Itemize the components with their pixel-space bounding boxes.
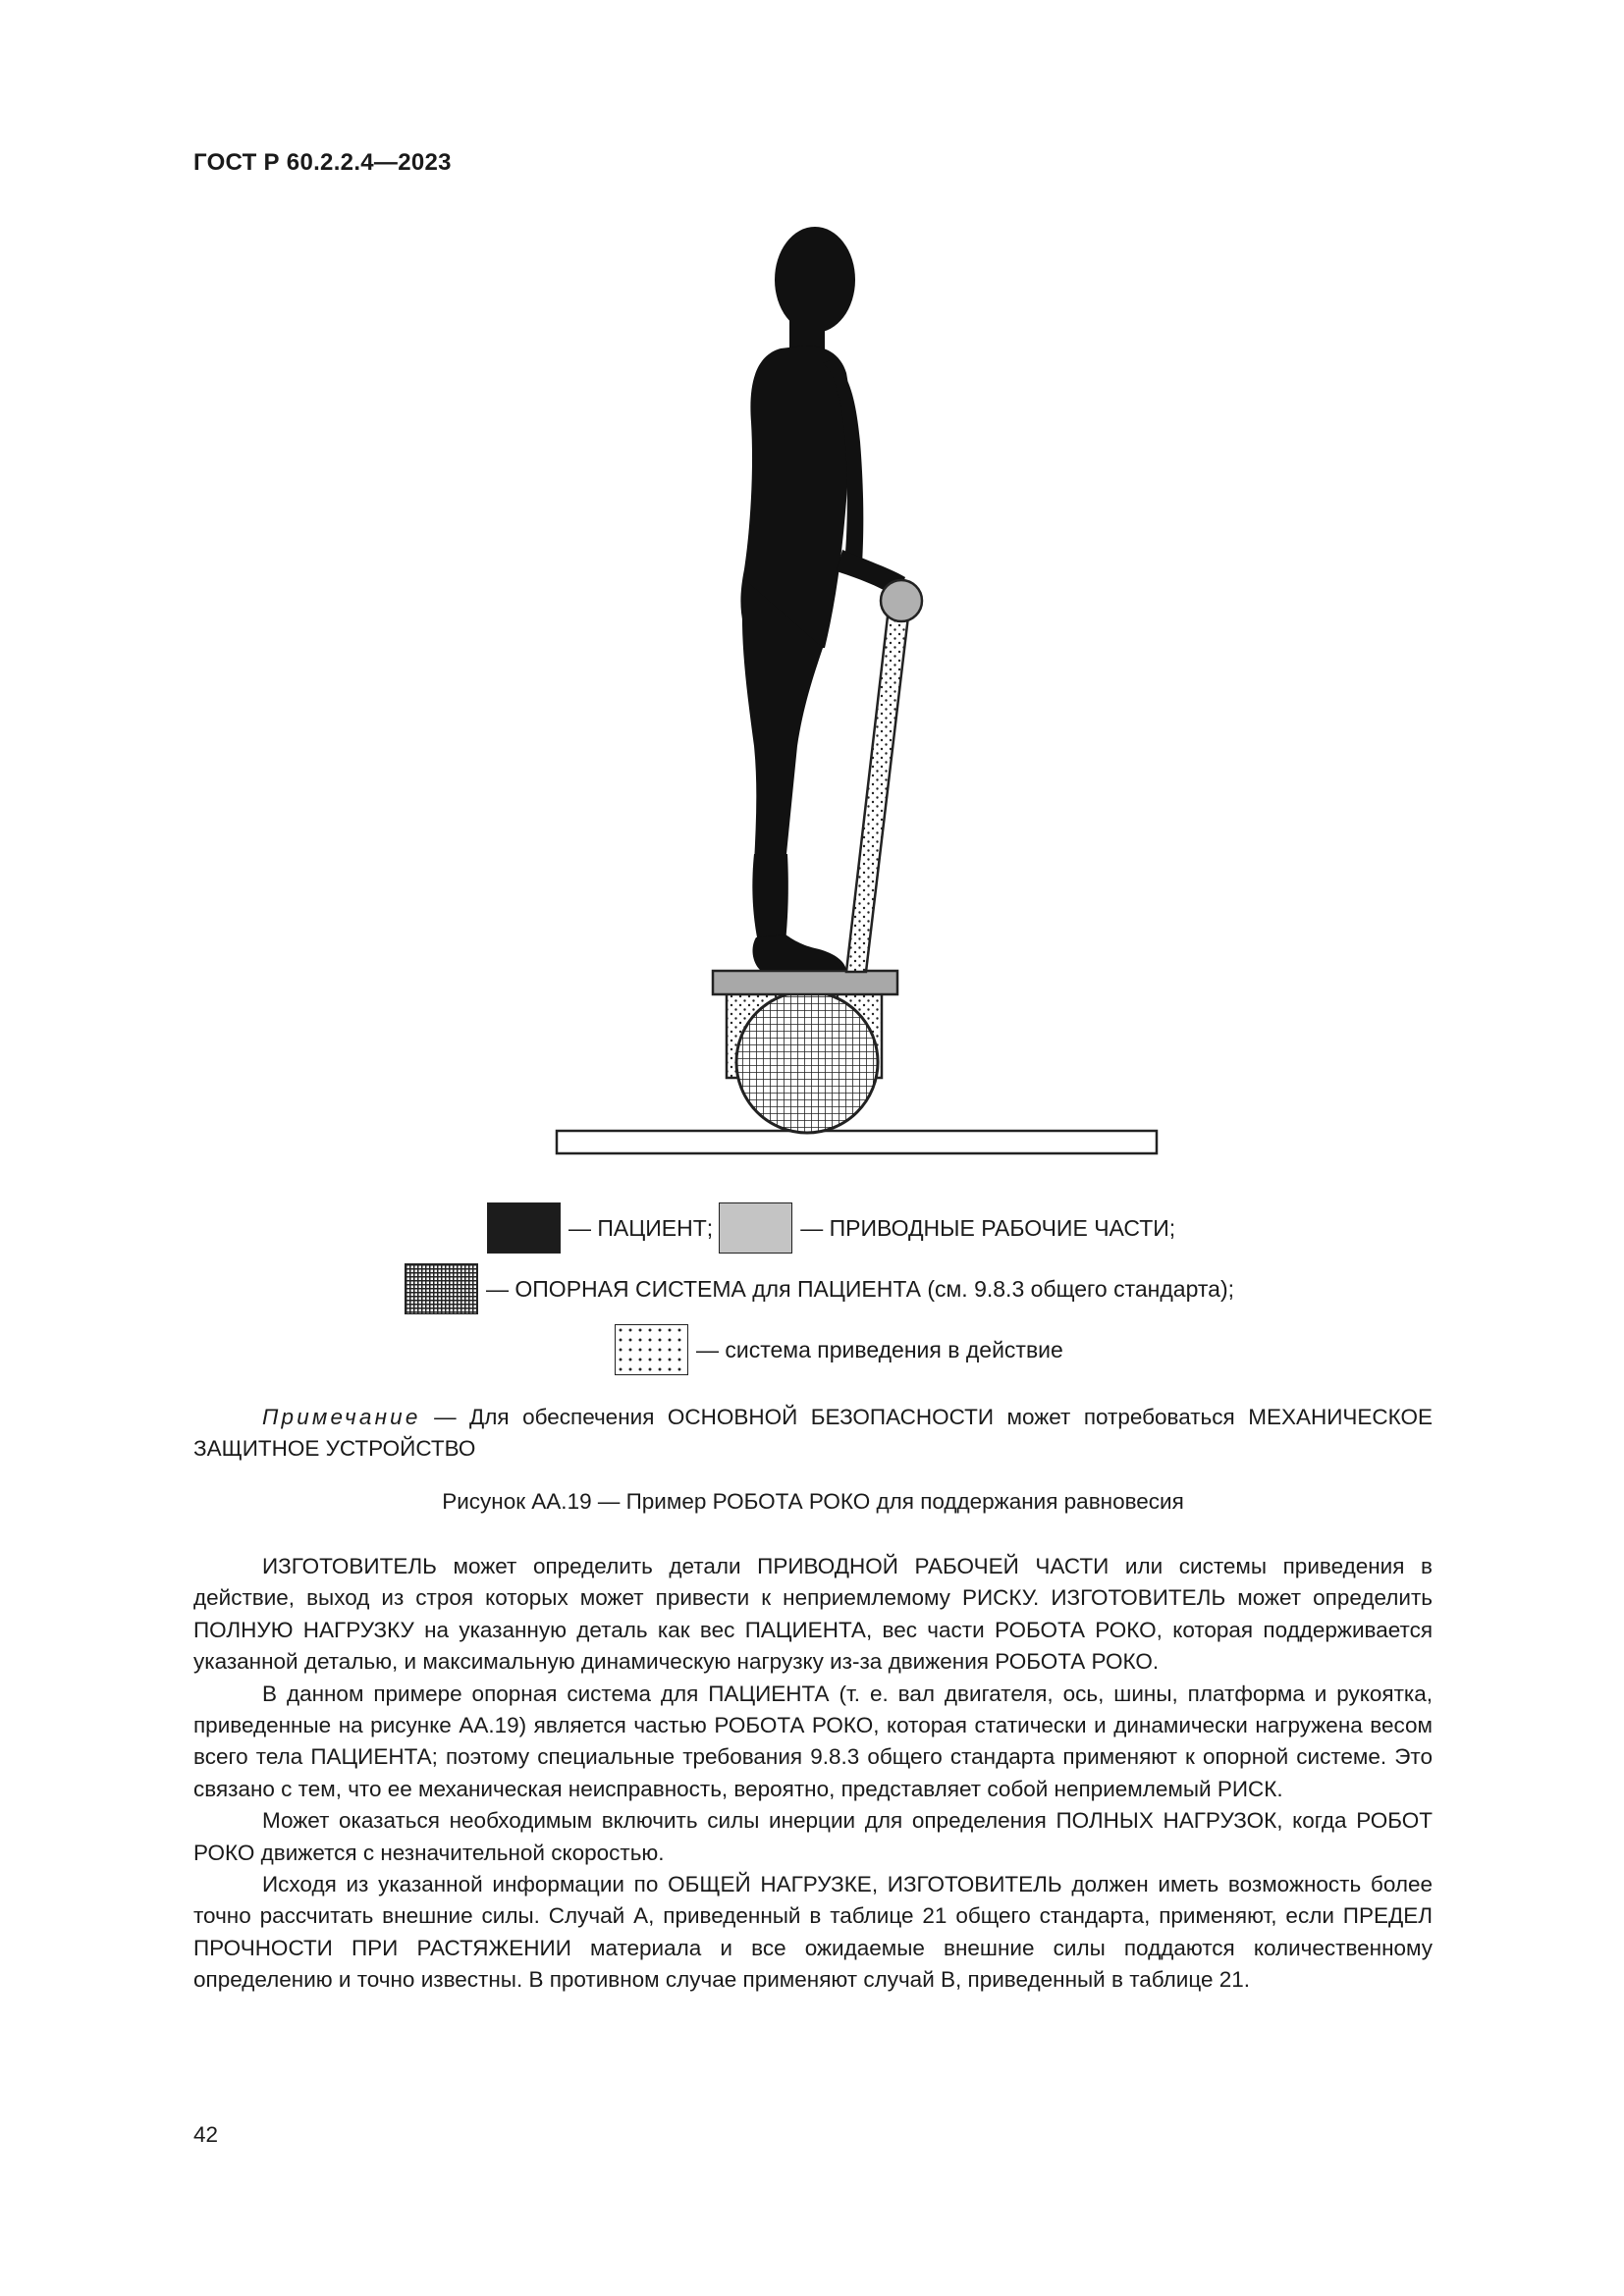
support-wheel xyxy=(736,991,878,1133)
legend-patient-label: — ПАЦИЕНТ; xyxy=(568,1214,714,1241)
figure-note xyxy=(193,1402,1433,1465)
drive-parts-swatch xyxy=(719,1202,792,1254)
paragraph: ИЗГОТОВИТЕЛЬ может определить детали ПРИВОДНОЙ РАБОЧЕЙ ЧАСТИ или системы приведения в действие, выход из строя которых может привести к неприемлемому РИСКУ. ИЗГОТОВИТЕЛЬ может определить ПОЛНУЮ НАГРУЗКУ на указанную деталь как вес ПАЦИЕНТА, вес части РОБОТА РОКО, которая поддерживается указанной деталью, и максимальную динамическую нагрузку из-за движения РОБОТА РОКО. xyxy=(193,1554,1433,1675)
platform xyxy=(713,971,897,994)
legend-row-1 xyxy=(487,1202,1181,1254)
support-system-swatch xyxy=(405,1263,478,1314)
patient-swatch xyxy=(487,1202,561,1254)
page-number: 42 xyxy=(193,2122,219,2147)
note-text: — Для обеспечения ОСНОВНОЙ БЕЗОПАСНОСТИ может потребоваться МЕХАНИЧЕСКОЕ ЗАЩИТНОЕ УСТРОЙСТВО xyxy=(193,1405,1433,1461)
note-label: Примечание xyxy=(262,1405,421,1429)
paragraph: В данном примере опорная система для ПАЦИЕНТА (т. е. вал двигателя, ось, шины, платформа и рукоятка, приведенные на рисунке АА.19) является частью РОБОТА РОКО, которая статически и динамически нагружена весом всего тела ПАЦИЕНТА; поэтому специальные требования 9.8.3 общего стандарта применяют к опорной системе. Это связано с тем, что ее механическая неисправность, вероятно, представляет собой неприемлемый РИСК. xyxy=(193,1681,1433,1801)
figure-caption: Рисунок АА.19 — Пример РОБОТА РОКО для поддержания равновесия xyxy=(442,1489,1184,1514)
actuation-system-swatch xyxy=(615,1324,688,1375)
body-text xyxy=(193,1551,1433,1997)
legend-actuation-system-label: — система приведения в действие xyxy=(696,1336,1063,1362)
document-code: ГОСТ Р 60.2.2.4—2023 xyxy=(193,149,452,176)
legend-support-system-label: — ОПОРНАЯ СИСТЕМА для ПАЦИЕНТА (см. 9.8.3 общего стандарта); xyxy=(486,1275,1234,1302)
legend-row-3 xyxy=(615,1324,1069,1375)
legend-row-2 xyxy=(405,1263,1240,1314)
handle-pole xyxy=(846,616,908,972)
legend-drive-parts-label: — ПРИВОДНЫЕ РАБОЧИЕ ЧАСТИ; xyxy=(800,1214,1176,1241)
paragraph: Может оказаться необходимым включить силы инерции для определения ПОЛНЫХ НАГРУЗОК, когда РОБОТ РОКО движется с незначительной скоростью. xyxy=(193,1808,1433,1865)
paragraph: Исходя из указанной информации по ОБЩЕЙ НАГРУЗКЕ, ИЗГОТОВИТЕЛЬ должен иметь возможность более точно рассчитать внешние силы. Случай А, приведенный в таблице 21 общего стандарта, применяют, если ПРЕДЕЛ ПРОЧНОСТИ ПРИ РАСТЯЖЕНИИ материала и все ожидаемые внешние силы поддаются количественному определению и точно известны. В противном случае применяют случай В, приведенный в таблице 21. xyxy=(193,1872,1433,1993)
floor-plank xyxy=(557,1131,1157,1153)
handle-grip xyxy=(881,580,922,621)
